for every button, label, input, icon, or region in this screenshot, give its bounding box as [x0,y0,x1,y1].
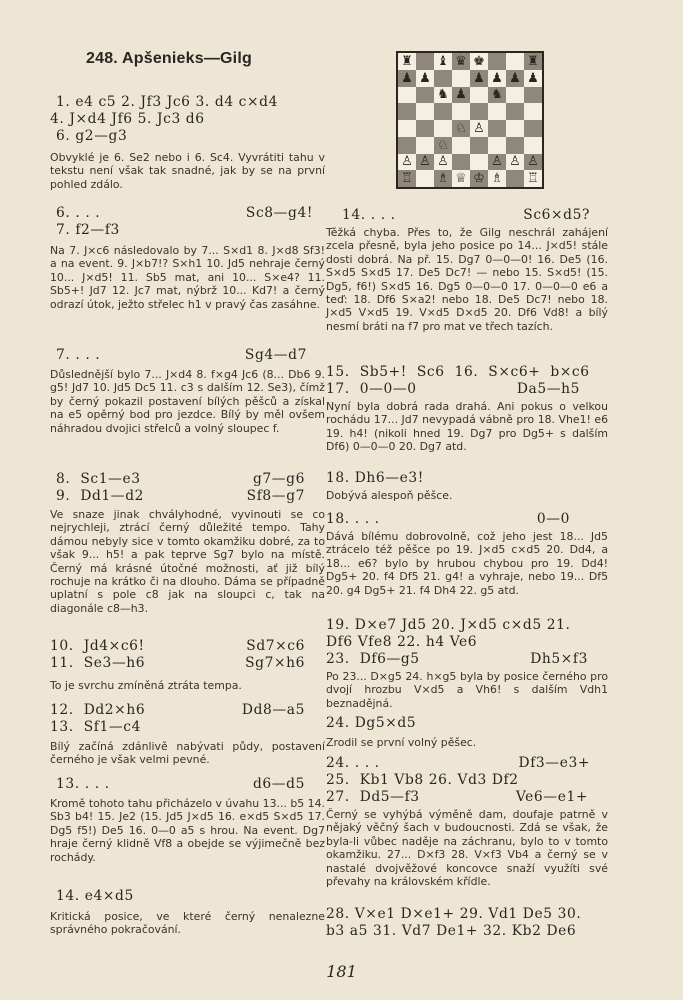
move-row [50,776,325,793]
board-square [470,120,488,137]
annotation-11: To je svrchu zmíněná ztráta tempa. [50,679,242,692]
board-square [416,87,434,104]
move-white: 14. . . . [342,207,396,223]
move-black: Da5—h5 [516,381,580,397]
board-square [452,154,470,171]
moves-14b [326,207,608,224]
chess-piece-icon: ♔ [473,171,485,187]
move-line: 1. e4 c5 2. Jf3 Jc6 3. d4 c×d4 [56,94,278,110]
moves-19-22 [326,617,608,668]
move-white: 7. . . . [56,347,101,363]
move-line: Df6 Vfe8 22. h4 Ve6 [326,634,478,650]
board-square [416,154,434,171]
move-line: b3 a5 31. Vd7 De1+ 32. Kb2 De6 [326,923,577,939]
moves-14 [50,888,325,905]
board-square [398,70,416,87]
move-black: d6—d5 [252,776,305,792]
board-square [524,137,542,154]
board-square [398,137,416,154]
chess-piece-icon: ♛ [455,53,467,69]
board-square [470,53,488,70]
board-square [470,170,488,187]
moves-15-16 [326,364,608,398]
chess-piece-icon: ♕ [455,171,467,187]
move-line: 6. g2—g3 [56,128,128,144]
chess-piece-icon: ♙ [491,154,503,170]
move-white: 6. . . . [56,205,101,221]
chess-piece-icon: ♙ [509,154,521,170]
board-square [524,53,542,70]
board-square [470,137,488,154]
board-square [434,170,452,187]
annotation-27: Černý se vyhýbá výměně dam, doufaje patrně v nějaký věčný šach v budoucnosti. Zdá se však, že byla-li vůbec naděje na záchranu, bylo to v tomto okamžiku. 27... D×f3 28. V×f3 Vb4 a černý se v nastalé dvojvěžové koncovce snaží využíti své převahy na královském křídle. [326,808,608,889]
chess-piece-icon: ♙ [527,154,539,170]
move-black: g7—g6 [252,471,305,487]
board-square [488,103,506,120]
board-square [452,103,470,120]
board-square [506,120,524,137]
board-square [524,103,542,120]
moves-24 [326,715,608,732]
board-square [470,154,488,171]
chess-piece-icon: ♝ [437,53,449,69]
board-square [452,53,470,70]
board-square [398,170,416,187]
move-white: 11. Se3—h6 [50,655,146,671]
board-square [506,53,524,70]
board-square [524,154,542,171]
moves-12-13 [50,702,325,736]
board-square [506,103,524,120]
board-square [524,70,542,87]
board-square [434,120,452,137]
chess-piece-icon: ♞ [437,87,449,103]
move-line: 25. Kb1 Vb8 26. Vd3 Df2 [326,772,519,788]
chess-piece-icon: ♟ [509,70,521,86]
move-black: Dd8—a5 [241,702,305,718]
chess-piece-icon: ♟ [473,70,485,86]
move-row [50,347,325,364]
move-white: 9. Dd1—d2 [56,488,145,504]
chess-piece-icon: ♟ [419,70,431,86]
board-square [398,120,416,137]
board-square [452,137,470,154]
move-white: 12. Dd2×h6 [50,702,146,718]
annotation-7b: Důslednější bylo 7... J×d4 8. f×g4 Jc6 (8... Db6 9. g5! Jd7 10. Jd5 Dc5 11. c3 s dalším 12. Se3), čímž by černý pokazil postavení bílých pěšců a získal na e5 opěrný bod pro jezdce. Bílý by měl ovšem náhradou dvojici střelců a volný sloupec f. [50,368,325,435]
move-row [326,789,608,806]
board-square [416,70,434,87]
moves-18 [326,470,608,487]
move-white: 10. Jd4×c6! [50,638,145,654]
board-square [398,154,416,171]
board-square [416,103,434,120]
moves-13b [50,776,325,793]
board-square [452,70,470,87]
chess-piece-icon: ♟ [527,70,539,86]
chess-piece-icon: ♜ [401,53,413,69]
board-square [488,53,506,70]
move-row [326,381,608,398]
annotation-18b: Dává bílému dobrovolně, což jeho jest 18... Jd5 ztrácelo též pěšce po 19. J×d5 c×d5 20. Dd4, a 18... e6? bylo by hrubou chybou pro 19. Dd4! Dg5+ 20. f4 Df5 21. g4! a vyhraje, nebo 19... Df5 20. g4 Dg5+ 21. f4 Dh4 22. g5 atd. [326,530,608,597]
annotation-18: Dobývá alespoň pěšce. [326,489,453,502]
chess-piece-icon: ♗ [437,171,449,187]
chess-piece-icon: ♙ [401,154,413,170]
move-line: 28. V×e1 D×e1+ 29. Vd1 De5 30. [326,906,582,922]
move-white: 8. Sc1—e3 [56,471,141,487]
board-square [506,170,524,187]
move-row [326,207,608,224]
annotation-23: Po 23... D×g5 24. h×g5 byla by posice černého pro dvojí hrozbu V×d5 a Vh6! s dalším Vdh1 beznadějná. [326,670,608,710]
board-square [452,170,470,187]
move-row [326,651,608,668]
board-square [470,70,488,87]
annotation-14: Kritická posice, ve které černý nenalezne správného pokračování. [50,910,325,937]
move-row [50,655,325,672]
move-line: 14. e4×d5 [56,888,134,904]
move-row [50,702,325,719]
board-square [506,154,524,171]
board-square [488,120,506,137]
board-square [434,137,452,154]
board-square [416,137,434,154]
chess-piece-icon: ♖ [401,171,413,187]
move-black: Dh5×f3 [530,651,588,667]
board-square [416,170,434,187]
move-white: 23. Df6—g5 [326,651,420,667]
board-square [488,70,506,87]
board-square [524,170,542,187]
move-line: 19. D×e7 Jd5 20. J×d5 c×d5 21. [326,617,571,633]
board-square [452,87,470,104]
move-black: Df3—e3+ [518,755,590,771]
move-row [50,205,325,222]
move-black: Sc6×d5? [523,207,590,223]
move-line: 7. f2—f3 [56,222,120,238]
move-black: Ve6—e1+ [515,789,588,805]
move-row [50,719,325,736]
move-black: Sc8—g4! [245,205,313,221]
move-row [50,488,325,505]
board-square [434,53,452,70]
move-black: Sg4—d7 [244,347,307,363]
page-number: 181 [326,962,357,981]
chess-piece-icon: ♞ [491,87,503,103]
board-square [434,103,452,120]
move-white: 13. . . . [56,776,110,792]
moves-28-32 [326,906,608,940]
move-white: 13. Sf1—c4 [50,719,141,735]
board-square [470,87,488,104]
board-square [416,120,434,137]
annotation-7: Na 7. J×c6 následovalo by 7... S×d1 8. J×d8 Sf3! a na event. 9. J×b7!? S×h1 10. Jd5 nehraje černý 10... J×d5! 11. Sb5 mat, ani 10... S×e4? 11. Sb5+! Jd7 12. Jc7 mat, nýbrž 10... Kd7! a černý odrazí útok, ježto střelec h1 v pravý čas zasáhne. [50,244,325,311]
chess-piece-icon: ♗ [491,171,503,187]
annotation-13: Bílý začíná zdánlivě nabývati půdy, postavení černého je však velmi pevné. [50,740,325,767]
moves-10-11 [50,638,325,672]
move-row [326,511,608,528]
board-square [488,87,506,104]
board-square [524,87,542,104]
chess-piece-icon: ♚ [473,53,485,69]
chess-piece-icon: ♙ [419,154,431,170]
chess-piece-icon: ♖ [527,171,539,187]
chess-piece-icon: ♟ [491,70,503,86]
opening-moves [50,94,325,145]
move-black: Sd7×c6 [246,638,305,654]
board-square [434,154,452,171]
move-white: 24. . . . [326,755,380,771]
move-line: 4. J×d4 Jf6 5. Jc3 d6 [50,111,205,127]
annotation-6: Obvyklé je 6. Se2 nebo i 6. Sc4. Vyvrátiti tahu v tekstu není však tak snadné, jak by se na první pohled zdálo. [50,151,325,191]
move-line: 15. Sb5+! Sc6 16. S×c6+ b×c6 [326,364,590,380]
board-square [488,170,506,187]
moves-6-7 [50,205,325,239]
move-black: 0—0 [536,511,570,527]
annotation-13b: Kromě tohoto tahu přicházelo v úvahu 13... b5 14. Sb3 b4! 15. Je2 (15. Jd5 J×d5 16. e×d5 S×d5 17. Dg5 f5!) De5 16. 0—0 a5 s hrou. Na event. Dg7 hraje černý klidně Vf8 a obejde se výjimečně bez rochády. [50,797,325,864]
board-square [506,70,524,87]
board-square [434,70,452,87]
chess-piece-icon: ♟ [455,87,467,103]
board-square [506,137,524,154]
game-title: 248. Apšenieks—Gilg [86,50,252,67]
board-square [398,87,416,104]
chess-piece-icon: ♙ [473,120,485,136]
chess-piece-icon: ♘ [455,120,467,136]
board-square [524,120,542,137]
moves-18b [326,511,608,528]
board-square [398,53,416,70]
moves-8-9 [50,471,325,505]
annotation-17: Nyní byla dobrá rada drahá. Ani pokus o velkou rochádu 17... Jd7 nevypadá vábně pro 18. Vhe1! e6 19. h4! (nikoli hned 19. Dg7 pro Dg5+ s dalším Df6) 0—0—0 20. Dg7 atd. [326,400,608,454]
move-row [50,638,325,655]
board-square [452,120,470,137]
move-row [50,471,325,488]
board-square [506,87,524,104]
move-line: 24. Dg5×d5 [326,715,417,731]
move-white: 27. Dd5—f3 [326,789,420,805]
board-square [488,154,506,171]
move-black: Sf8—g7 [246,488,305,504]
board-square [434,87,452,104]
move-line: 18. Dh6—e3! [326,470,424,486]
chess-piece-icon: ♟ [401,70,413,86]
move-row [326,755,608,772]
board-square [488,137,506,154]
chess-piece-icon: ♙ [437,154,449,170]
annotation-14b: Těžká chyba. Přes to, že Gilg neschrál zahájení zcela přesně, byla jeho posice po 14... J×d5! stále dosti dobrá. Na př. 15. Dg7 0—0—0! 16. De5 (16. S×d5 S×d5 17. De5 Dc7! — nebo 15. S×d5! (15. Dg5, f6!) S×d5 16. Dg5 0—0—0 17. 0—0—0 e6 a teď: 18. Df6 S×a2! nebo 18. De5 Dc7! nebo 18. J×d5 V×d5 19. V×d5 D×d5 20. Df6 Vd8! a bílý nesmí bráti na f7 pro mat ve třech tazích. [326,226,608,333]
annotation-24: Zrodil se první volný pěšec. [326,736,477,749]
annotation-9: Ve snaze jinak chvályhodné, vyvinouti se co nejrychleji, ztrácí černý důležité tempo. Tahy dámou nebyly sice v tomto okamžiku dobré, za to však 9... h5! a pak teprve Sg7 bylo na místě. Černý má krásné útočné možnosti, ať již bílý rochuje na krátko či na dlouho. Dáma se případně uplatní s pole c8 jak na sloupci c, tak na diagonále c8—h3. [50,508,325,615]
move-white: 17. 0—0—0 [326,381,417,397]
board-square [470,103,488,120]
chess-diagram [396,51,544,189]
board-square [398,103,416,120]
moves-7b [50,347,325,364]
chess-piece-icon: ♜ [527,53,539,69]
board-square [416,53,434,70]
moves-24b-27 [326,755,608,806]
chess-piece-icon: ♘ [437,137,449,153]
move-white: 18. . . . [326,511,380,527]
move-black: Sg7×h6 [245,655,305,671]
